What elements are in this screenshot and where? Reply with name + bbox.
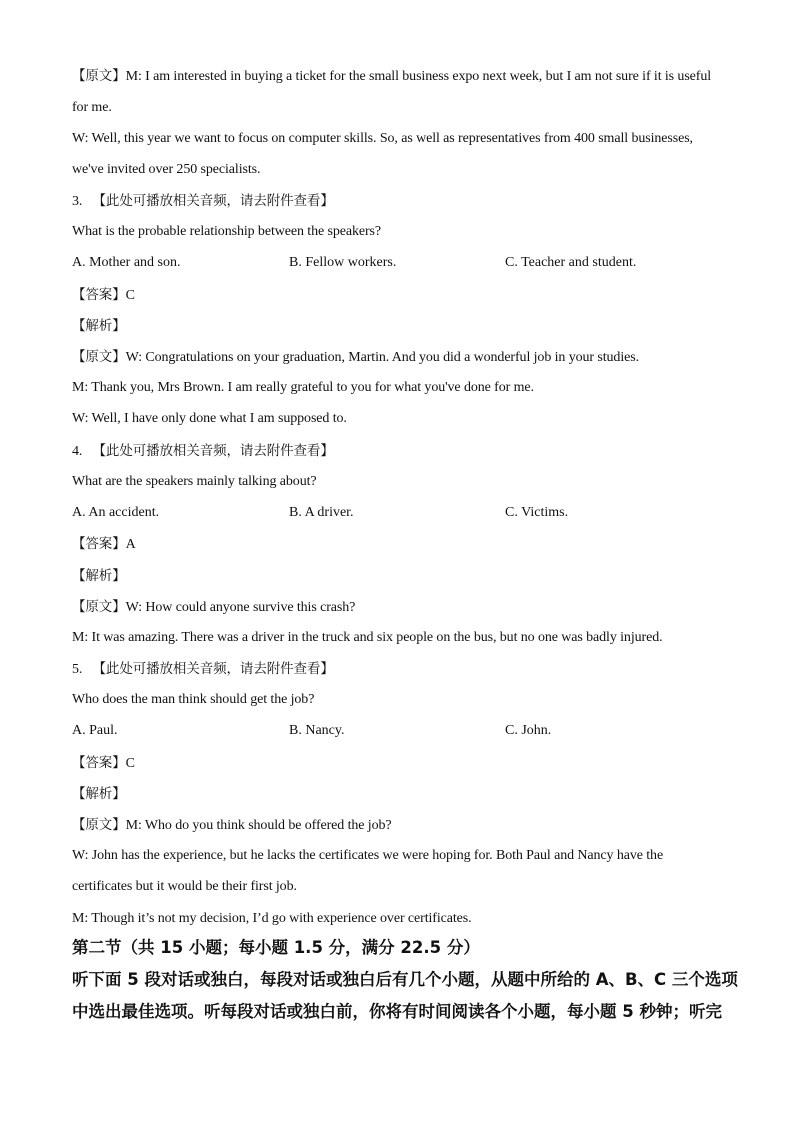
question-5-option-c: C. John.: [505, 723, 552, 738]
analysis-tag: 【解析】: [72, 786, 126, 802]
transcript-text: W: How could anyone survive this crash?: [125, 600, 356, 615]
transcript-text: M: Who do you think should be offered the job?: [125, 818, 392, 833]
transcript-text: M: I am interested in buying a ticket for the small business expo next week, but I am not sure if it is useful: [125, 69, 712, 84]
question-3-option-c: C. Teacher and student.: [505, 255, 637, 270]
source-tag: 【原文】: [72, 599, 126, 615]
question-5-option-b: B. Nancy.: [289, 723, 345, 738]
question-5-answer: [72, 753, 135, 774]
transcript-line: M: Though it’s not my decision, I’d go with experience over certificates.: [72, 911, 472, 926]
analysis-tag: 【解析】: [72, 568, 126, 584]
audio-tag: 【此处可播放相关音频，请去附件查看】: [92, 443, 334, 459]
question-number: 4.: [72, 444, 83, 459]
question-3-option-a: A. Mother and son.: [72, 255, 181, 270]
transcript-line: W: John has the experience, but he lacks the certificates we were hoping for. Both Paul and Nancy have the: [72, 848, 664, 863]
transcript-text: W: Congratulations on your graduation, Martin. And you did a wonderful job in your studies.: [125, 350, 639, 365]
answer-value: C: [125, 756, 135, 771]
transcript-line: for me.: [72, 100, 112, 115]
transcript-line: W: Well, this year we want to focus on computer skills. So, as well as representatives from 400 small businesses,: [72, 131, 693, 146]
question-3-text: What is the probable relationship between the speakers?: [72, 224, 381, 239]
source-tag: 【原文】: [72, 68, 126, 84]
question-3-audio: [72, 191, 334, 212]
question-5-text: Who does the man think should get the job?: [72, 692, 315, 707]
audio-tag: 【此处可播放相关音频，请去附件查看】: [92, 661, 334, 677]
transcript-line: M: It was amazing. There was a driver in the truck and six people on the bus, but no one was badly injured.: [72, 630, 663, 645]
section-2-instructions-line: 听下面 5 段对话或独白，每段对话或独白后有几个小题，从题中所给的 A、B、C 三个选项: [72, 970, 738, 989]
source-tag: 【原文】: [72, 349, 126, 365]
answer-tag: 【答案】: [72, 536, 126, 552]
question-4-text: What are the speakers mainly talking about?: [72, 474, 317, 489]
question-3-answer: [72, 285, 135, 306]
analysis-tag: 【解析】: [72, 318, 126, 334]
question-number: 5.: [72, 662, 83, 677]
transcript-line: [72, 597, 355, 618]
transcript-line: [72, 815, 392, 836]
answer-tag: 【答案】: [72, 287, 126, 303]
audio-tag: 【此处可播放相关音频，请去附件查看】: [92, 193, 334, 209]
question-5-option-a: A. Paul.: [72, 723, 118, 738]
question-5-analysis: [72, 784, 126, 805]
transcript-line: [72, 347, 639, 368]
question-4-audio: [72, 441, 334, 462]
section-2-heading: 第二节（共 15 小题；每小题 1.5 分，满分 22.5 分）: [72, 938, 480, 957]
question-4-option-a: A. An accident.: [72, 505, 160, 520]
question-5-audio: [72, 659, 334, 680]
source-tag: 【原文】: [72, 817, 126, 833]
question-4-answer: [72, 534, 136, 555]
question-3-analysis: [72, 316, 126, 337]
transcript-line: [72, 66, 711, 87]
section-2-instructions-line: 中选出最佳选项。听每段对话或独白前，你将有时间阅读各个小题，每小题 5 秒钟；听完: [72, 1002, 722, 1021]
transcript-line: M: Thank you, Mrs Brown. I am really grateful to you for what you've done for me.: [72, 380, 534, 395]
transcript-line: W: Well, I have only done what I am supposed to.: [72, 411, 347, 426]
answer-value: A: [125, 537, 136, 552]
question-4-option-c: C. Victims.: [505, 505, 569, 520]
transcript-line: we've invited over 250 specialists.: [72, 162, 261, 177]
answer-value: C: [125, 288, 135, 303]
transcript-line: certificates but it would be their first job.: [72, 879, 297, 894]
answer-tag: 【答案】: [72, 755, 126, 771]
question-4-option-b: B. A driver.: [289, 505, 354, 520]
question-3-option-b: B. Fellow workers.: [289, 255, 397, 270]
question-number: 3.: [72, 194, 83, 209]
question-4-analysis: [72, 566, 126, 587]
